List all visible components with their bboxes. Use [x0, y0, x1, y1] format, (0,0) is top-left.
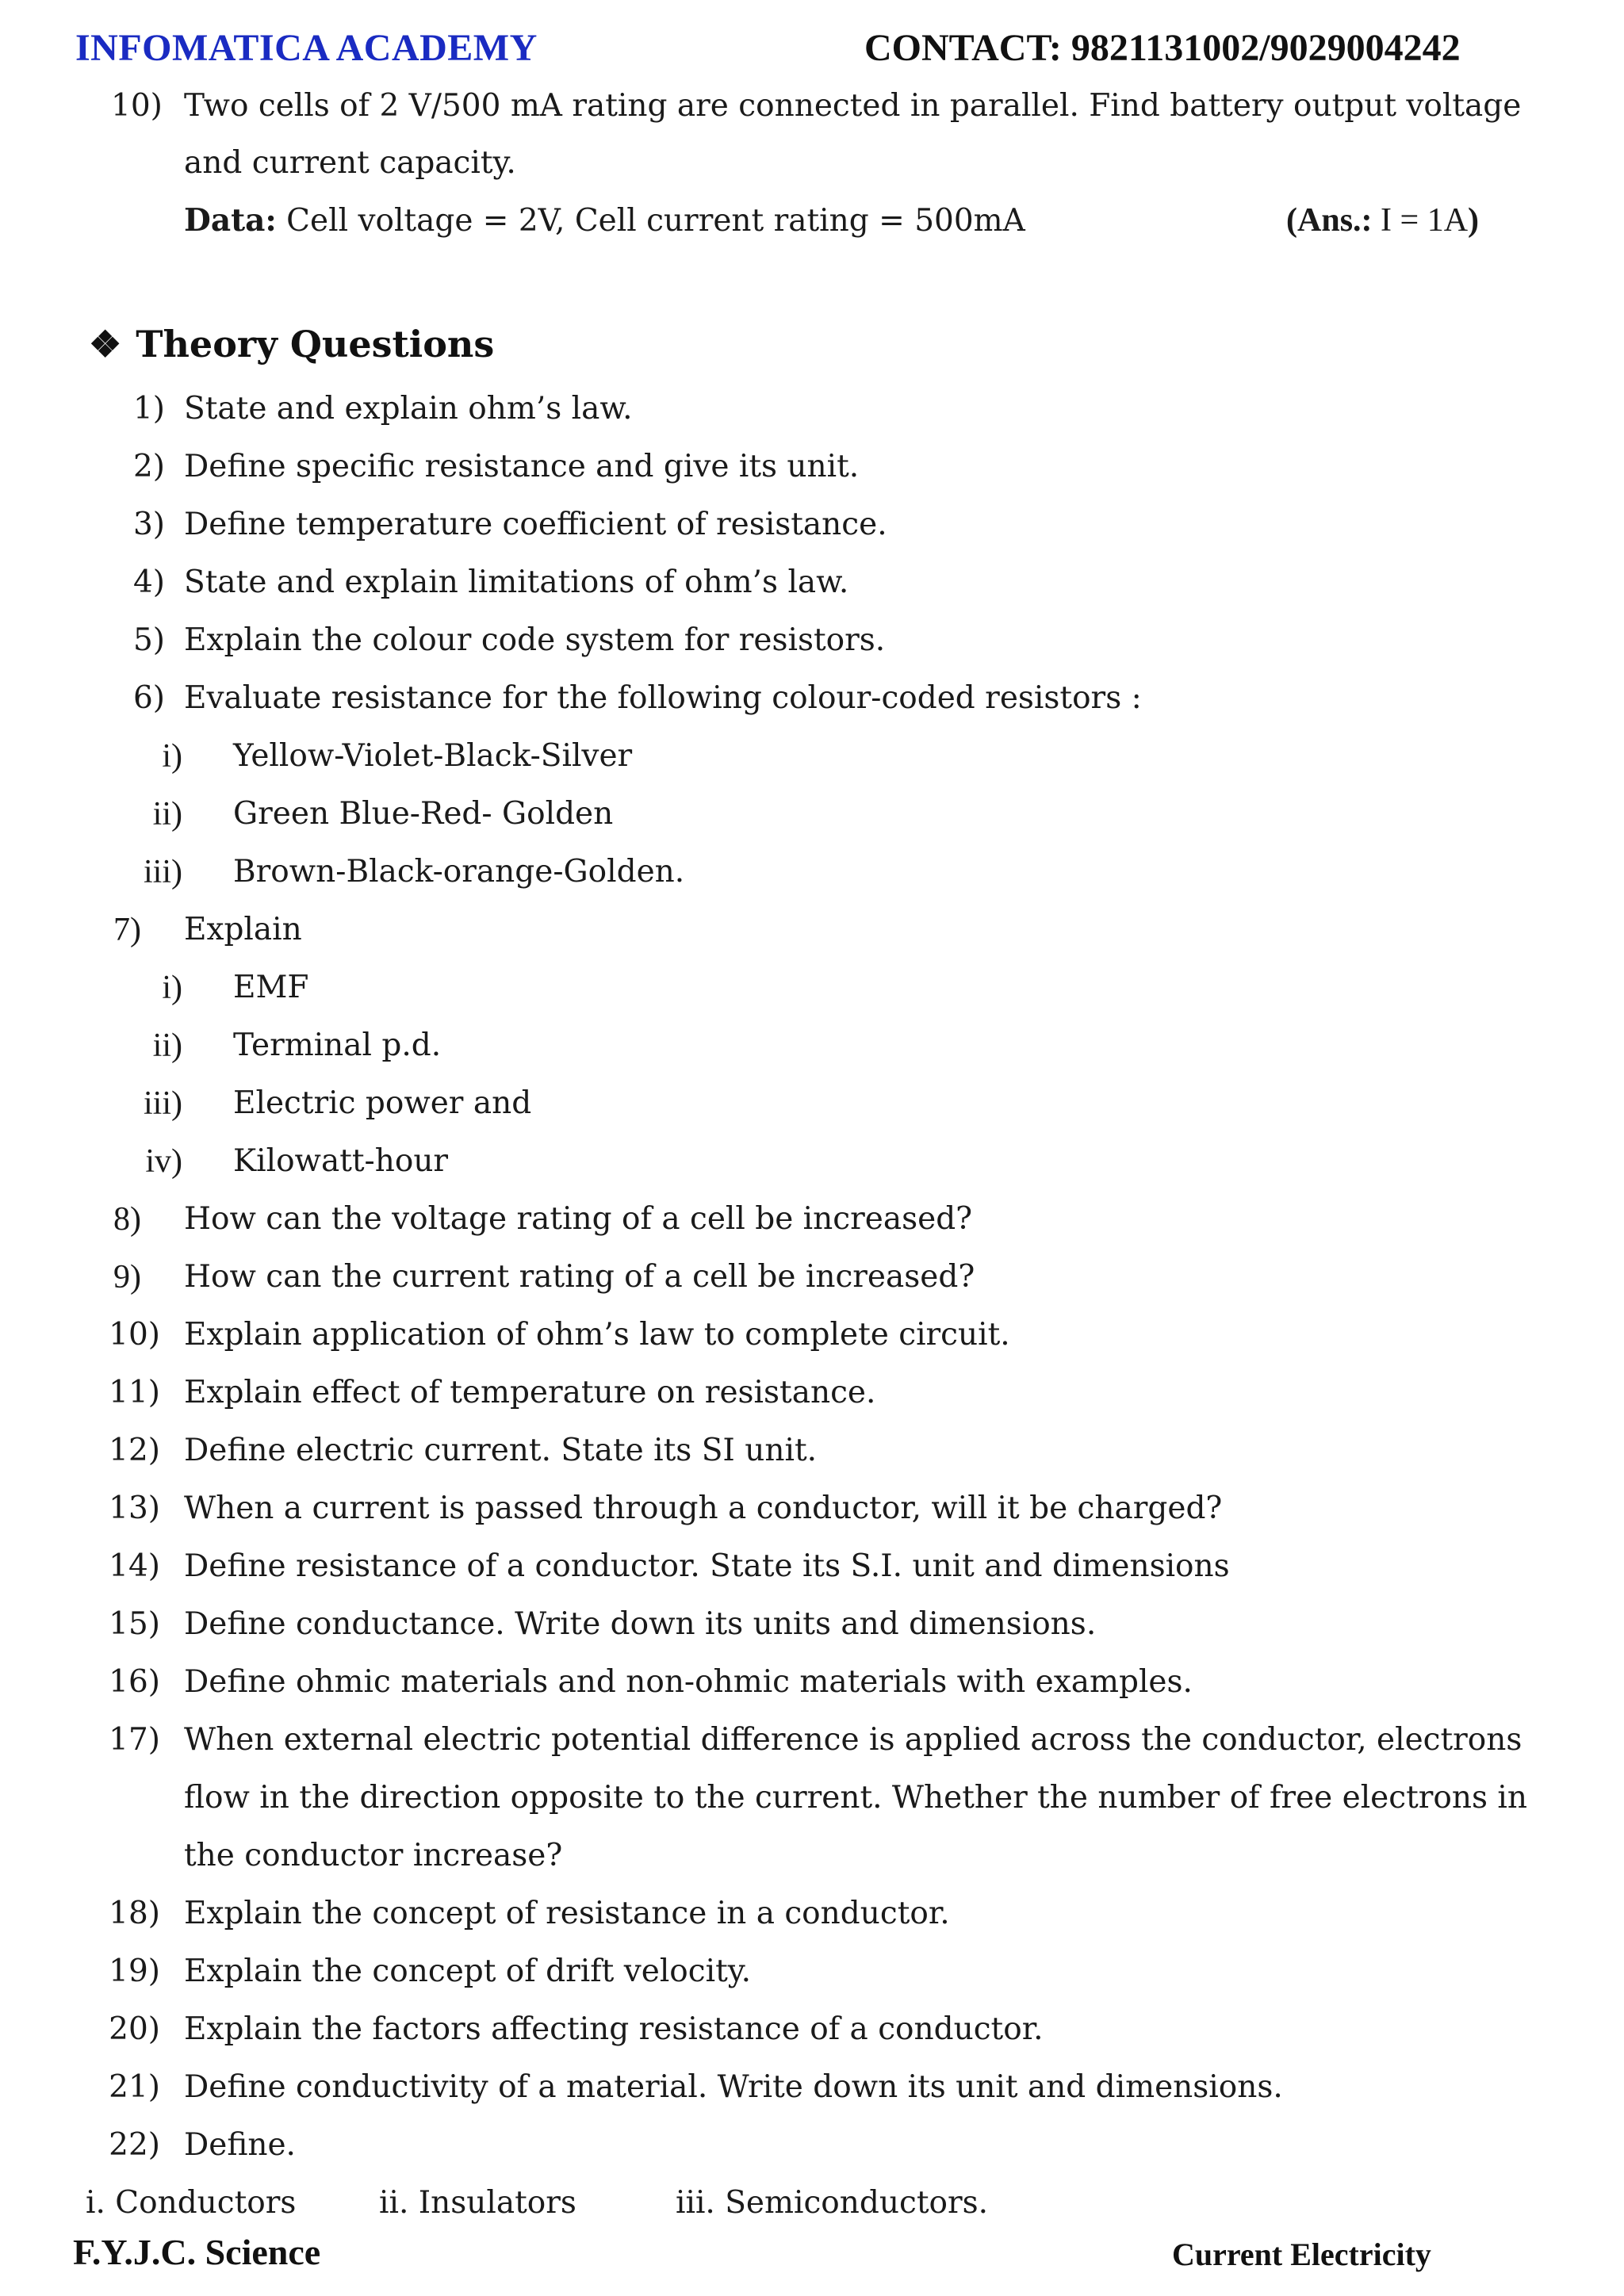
option-conductors: i. Conductors — [86, 2185, 297, 2221]
problem-number: 10) — [111, 88, 163, 124]
problem-text-line-2: and current capacity. — [184, 145, 516, 181]
diamond-bullet-icon: ❖ — [89, 323, 122, 365]
answer-label: Ans.: — [1297, 202, 1373, 239]
contact-info: CONTACT: 9821131002/9029004242 — [864, 27, 1461, 69]
document-page: INFOMATICA ACADEMY CONTACT: 9821131002/9029004242 10) Two cells of 2 V/500 mA rating are connected in parallel. Find battery output voltage and current capacity. Data: Cell voltage = 2V, Cell current rating = 500mA (Ans.: I = 1A) ❖ Theory Questions 1) State and explain ohm’s law. 2) Define specific resistance and give its unit. 3) Define temperature coefficient of resistance. 4) State and explain limitations of ohm’s law. 5) Explain the colour code system for resistors. 6) Evaluate resistance for the following colour-coded resistors : i) Yellow-Violet-Black-Silver ii) Green Blue-Red- Golden iii) Brown-Black-orange-Golden. 7) Explain i) EMF ii) Terminal p.d. iii) Electric power and iv) Kilowatt-hour 8) How can the voltage rating of a cell be increased? 9) How can the current rating of a cell be increased? 10) Explain application of ohm’s law to complete circuit. 11) Explain effect of temperature on resistance. 12) Define electric current. State its SI unit. 13) When a current is passed through a conductor, will it be charged? 14) Define resistance of a conductor. State its S.I. unit and dimensions 15) Define conductance. Write down its units and dimensions. 16) Define ohmic materials and non-ohmic materials with examples. 17) When external electric potential difference is applied across the conductor, electrons flow in the direction opposite to the current. Whether the number of free electrons in the conductor increase? 18) Explain the concept of resistance in a conductor. 19) Explain the concept of drift velocity. 20) Explain the factors affecting resistance of a conductor. 21) Define conductivity of a material. Write down its unit and dimensions. 22) Define. i. Conductors ii. Insulators iii. Semiconductors. F.Y.J.C. Science Current Electricity — [73, 27, 1528, 2272]
data-label: Data: — [184, 202, 277, 239]
academy-name: INFOMATICA ACADEMY — [75, 27, 538, 69]
section-heading — [89, 316, 494, 373]
section-title: Theory Questions — [136, 323, 495, 365]
answer: (Ans.: I = 1A) — [1286, 202, 1480, 239]
footer-class: F.Y.J.C. Science — [73, 2232, 321, 2272]
option-insulators: ii. Insulators — [379, 2185, 576, 2221]
data-text: Cell voltage = 2V, Cell current rating = 500mA — [276, 203, 1025, 239]
question-continuation: the conductor increase? — [184, 1838, 563, 1873]
question-continuation: flow in the direction opposite to the current. Whether the number of free electrons in — [184, 1780, 1528, 1816]
problem-text-line-1: Two cells of 2 V/500 mA rating are connected in parallel. Find battery output voltage — [184, 88, 1522, 124]
answer-text: I = 1A — [1372, 202, 1469, 239]
footer-chapter: Current Electricity — [1172, 2237, 1431, 2272]
option-semiconductors: iii. Semiconductors. — [676, 2185, 989, 2221]
